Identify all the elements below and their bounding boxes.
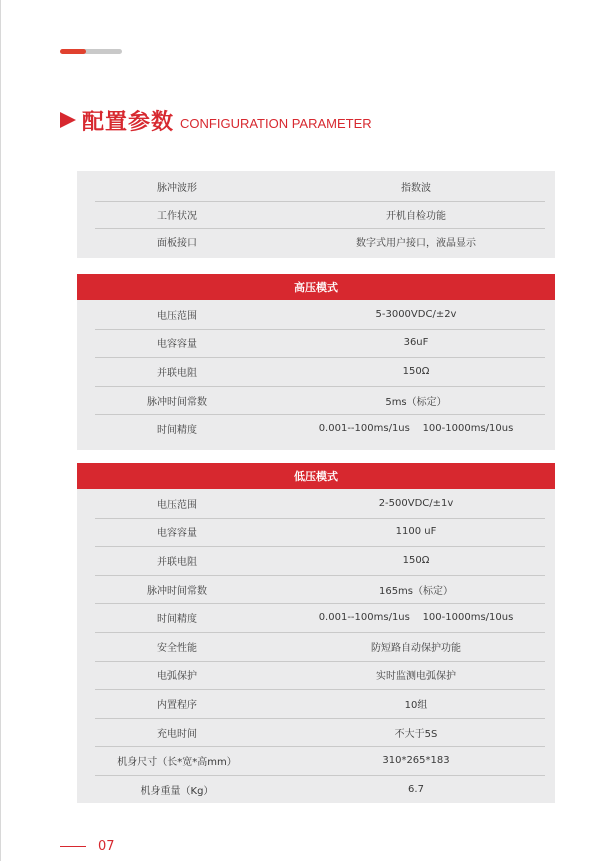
spec-label: 电容容量 <box>157 339 197 351</box>
spec-label: 安全性能 <box>157 642 197 654</box>
page-footer <box>60 839 115 854</box>
spec-label: 脉冲时间常数 <box>147 585 207 597</box>
spec-value: 防短路自动保护功能 <box>371 642 461 654</box>
spec-value: 2-500VDC/±1v <box>378 497 454 509</box>
spec-value: 实时监测电弧保护 <box>376 671 456 683</box>
spec-value: 150Ω <box>402 554 430 566</box>
spec-value: 0.001--100ms/1us 100-1000ms/10us <box>318 612 514 624</box>
spec-label: 电容容量 <box>157 528 197 540</box>
table-row <box>77 357 555 386</box>
spec-label: 时间精度 <box>157 614 197 626</box>
footer-dash <box>60 846 86 847</box>
spec-value: 310*265*183 <box>382 755 450 767</box>
section-title-zh: 配置参数 <box>82 109 175 135</box>
spec-value: 不大于5S <box>394 728 438 740</box>
spec-label: 电压范围 <box>157 499 197 511</box>
spec-value: 10组 <box>404 699 428 711</box>
table-row <box>77 414 555 443</box>
spec-value: 数字式用户接口，液晶显示 <box>356 238 476 250</box>
table-row <box>77 632 555 661</box>
table-row <box>77 775 555 804</box>
table-row <box>77 489 555 518</box>
spec-value: 36uF <box>403 337 429 349</box>
table-row <box>77 575 555 604</box>
spec-label: 充电时间 <box>157 728 197 740</box>
section-heading <box>60 104 372 136</box>
table-row <box>77 201 555 229</box>
spec-label: 机身重量（Kg） <box>140 785 214 797</box>
spec-label: 面板接口 <box>157 238 197 250</box>
decorative-bar-grey <box>82 49 122 54</box>
spec-value: 0.001--100ms/1us 100-1000ms/10us <box>318 423 514 435</box>
spec-value: 150Ω <box>402 365 430 377</box>
spec-label: 脉冲波形 <box>157 183 197 195</box>
spec-label: 电压范围 <box>157 310 197 322</box>
table-row <box>77 518 555 547</box>
spec-label: 内置程序 <box>157 699 197 711</box>
table-row <box>77 300 555 329</box>
spec-value: 6.7 <box>408 783 424 795</box>
spec-value: 开机自检功能 <box>386 210 446 222</box>
table-row <box>77 661 555 690</box>
table-row <box>77 329 555 358</box>
spec-label: 时间精度 <box>157 425 197 437</box>
table-row <box>77 546 555 575</box>
low-voltage-header: 低压模式 <box>77 463 555 489</box>
table-row <box>77 689 555 718</box>
table-row <box>77 173 555 201</box>
spec-value: 5-3000VDC/±2v <box>375 308 457 320</box>
table-row <box>77 228 555 256</box>
table-row <box>77 603 555 632</box>
spec-label: 脉冲时间常数 <box>147 396 207 408</box>
spec-value: 指数波 <box>401 183 431 195</box>
high-voltage-table <box>77 274 555 450</box>
low-voltage-table <box>77 463 555 803</box>
decorative-bar-red <box>60 49 86 54</box>
spec-label: 并联电阻 <box>157 556 197 568</box>
table-row <box>77 718 555 747</box>
spec-label: 电弧保护 <box>157 671 197 683</box>
spec-value: 165ms（标定） <box>378 585 454 597</box>
section-title-en: CONFIGURATION PARAMETER <box>180 115 372 131</box>
spec-label: 并联电阻 <box>157 367 197 379</box>
table-row <box>77 386 555 415</box>
page-number: 07 <box>98 839 115 854</box>
high-voltage-header: 高压模式 <box>77 274 555 300</box>
spec-label: 机身尺寸（长*宽*高mm） <box>117 757 237 769</box>
spec-value: 5ms（标定） <box>385 396 447 408</box>
spec-value: 1100 uF <box>395 526 437 538</box>
page-edge-rule <box>0 0 1 861</box>
spec-label: 工作状况 <box>157 210 197 222</box>
table-row <box>77 746 555 775</box>
decorative-bar <box>60 49 122 54</box>
general-spec-table <box>77 171 555 258</box>
arrow-right-icon <box>60 112 76 128</box>
